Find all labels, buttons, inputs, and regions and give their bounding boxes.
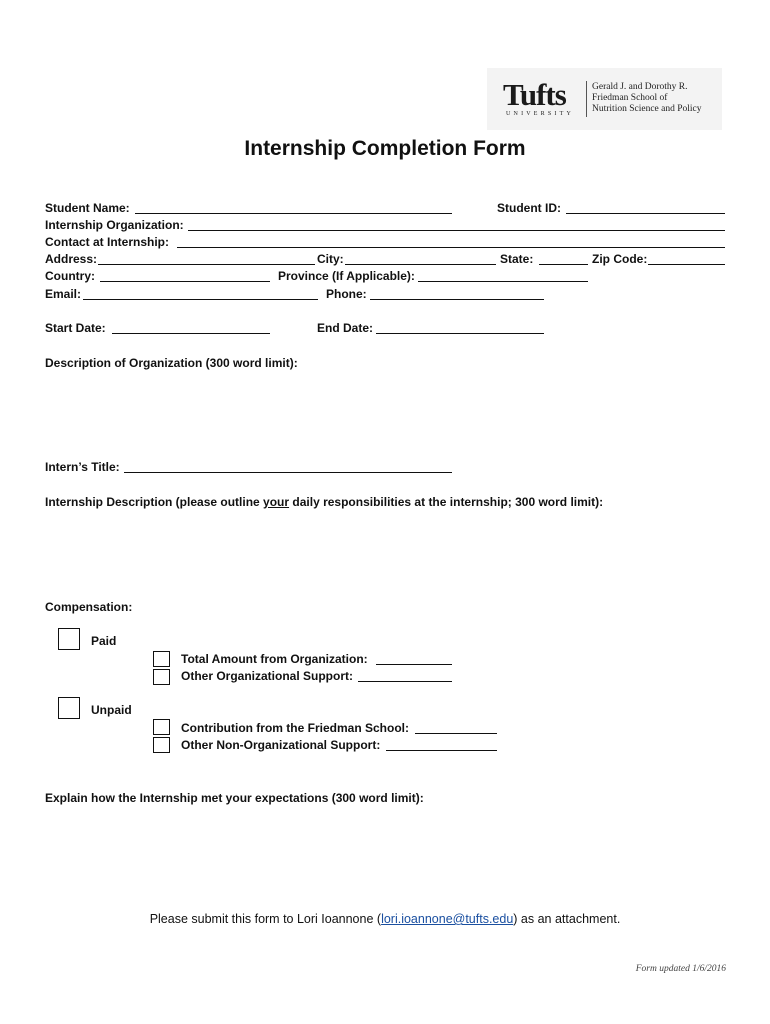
email-field[interactable] <box>83 299 318 300</box>
email-label: Email: <box>45 287 82 301</box>
other-non-org-support-field[interactable] <box>386 750 497 751</box>
zip-field[interactable] <box>648 264 725 265</box>
country-field[interactable] <box>100 281 270 282</box>
start-date-label: Start Date: <box>45 321 106 335</box>
total-amount-checkbox[interactable] <box>153 651 170 667</box>
paid-label: Paid <box>91 634 117 648</box>
page-title: Internship Completion Form <box>244 137 526 160</box>
logo-divider <box>586 81 587 117</box>
friedman-contribution-label: Contribution from the Friedman School: <box>181 721 409 735</box>
phone-label: Phone: <box>326 287 367 301</box>
state-field[interactable] <box>539 264 588 265</box>
address-field[interactable] <box>98 264 315 265</box>
internship-description-heading <box>45 495 603 509</box>
total-amount-field[interactable] <box>376 664 452 665</box>
interns-title-label: Intern’s Title: <box>45 460 120 474</box>
logo-wordmark: Tufts <box>503 77 566 112</box>
paid-checkbox[interactable] <box>58 628 80 650</box>
logo-school-line: Friedman School of <box>592 93 668 103</box>
end-date-label: End Date: <box>317 321 374 335</box>
other-org-support-checkbox[interactable] <box>153 669 170 685</box>
unpaid-label: Unpaid <box>91 703 132 717</box>
organization-label: Internship Organization: <box>45 218 184 232</box>
total-amount-label: Total Amount from Organization: <box>181 652 368 666</box>
unpaid-checkbox[interactable] <box>58 697 80 719</box>
email-link[interactable]: lori.ioannone@tufts.edu <box>381 912 514 926</box>
friedman-contribution-checkbox[interactable] <box>153 719 170 735</box>
other-non-org-support-label: Other Non-Organizational Support: <box>181 738 381 752</box>
country-label: Country: <box>45 269 95 283</box>
city-label: City: <box>317 252 344 266</box>
end-date-field[interactable] <box>376 333 544 334</box>
student-id-label: Student ID: <box>497 201 561 215</box>
interns-title-field[interactable] <box>124 472 452 473</box>
state-label: State: <box>500 252 534 266</box>
organization-field[interactable] <box>188 230 725 231</box>
student-id-field[interactable] <box>566 213 725 214</box>
description-org-heading: Description of Organization (300 word limit): <box>45 356 298 370</box>
province-label: Province (If Applicable): <box>278 269 415 283</box>
submission-instructions <box>0 911 770 927</box>
start-date-field[interactable] <box>112 333 270 334</box>
internship-description-text: Internship Description (please outline <box>45 495 264 509</box>
student-name-label: Student Name: <box>45 201 130 215</box>
internship-description-text-end: daily responsibilities at the internship; 300 word limit): <box>289 495 604 509</box>
province-field[interactable] <box>418 281 588 282</box>
contact-field[interactable] <box>177 247 725 248</box>
internship-description-emphasis: your <box>263 495 290 509</box>
other-org-support-field[interactable] <box>358 681 452 682</box>
other-non-org-support-checkbox[interactable] <box>153 737 170 753</box>
address-label: Address: <box>45 252 98 266</box>
logo-university-text: UNIVERSITY <box>506 111 574 117</box>
other-org-support-label: Other Organizational Support: <box>181 669 354 683</box>
logo-school-line: Gerald J. and Dorothy R. <box>592 82 688 92</box>
submission-text: Please submit this form to Lori Ioannone ( <box>149 912 382 926</box>
student-name-field[interactable] <box>135 213 452 214</box>
phone-field[interactable] <box>370 299 544 300</box>
compensation-heading: Compensation: <box>45 600 133 614</box>
logo-school-line: Nutrition Science and Policy <box>592 104 702 114</box>
form-updated-date: Form updated 1/6/2016 <box>635 964 726 974</box>
logo-school-name <box>592 82 722 115</box>
city-field[interactable] <box>345 264 496 265</box>
contact-label: Contact at Internship: <box>45 235 170 249</box>
expectations-heading: Explain how the Internship met your expectations (300 word limit): <box>45 791 424 805</box>
zip-label: Zip Code: <box>592 252 648 266</box>
submission-text-end: ) as an attachment. <box>513 912 621 926</box>
friedman-contribution-field[interactable] <box>415 733 497 734</box>
